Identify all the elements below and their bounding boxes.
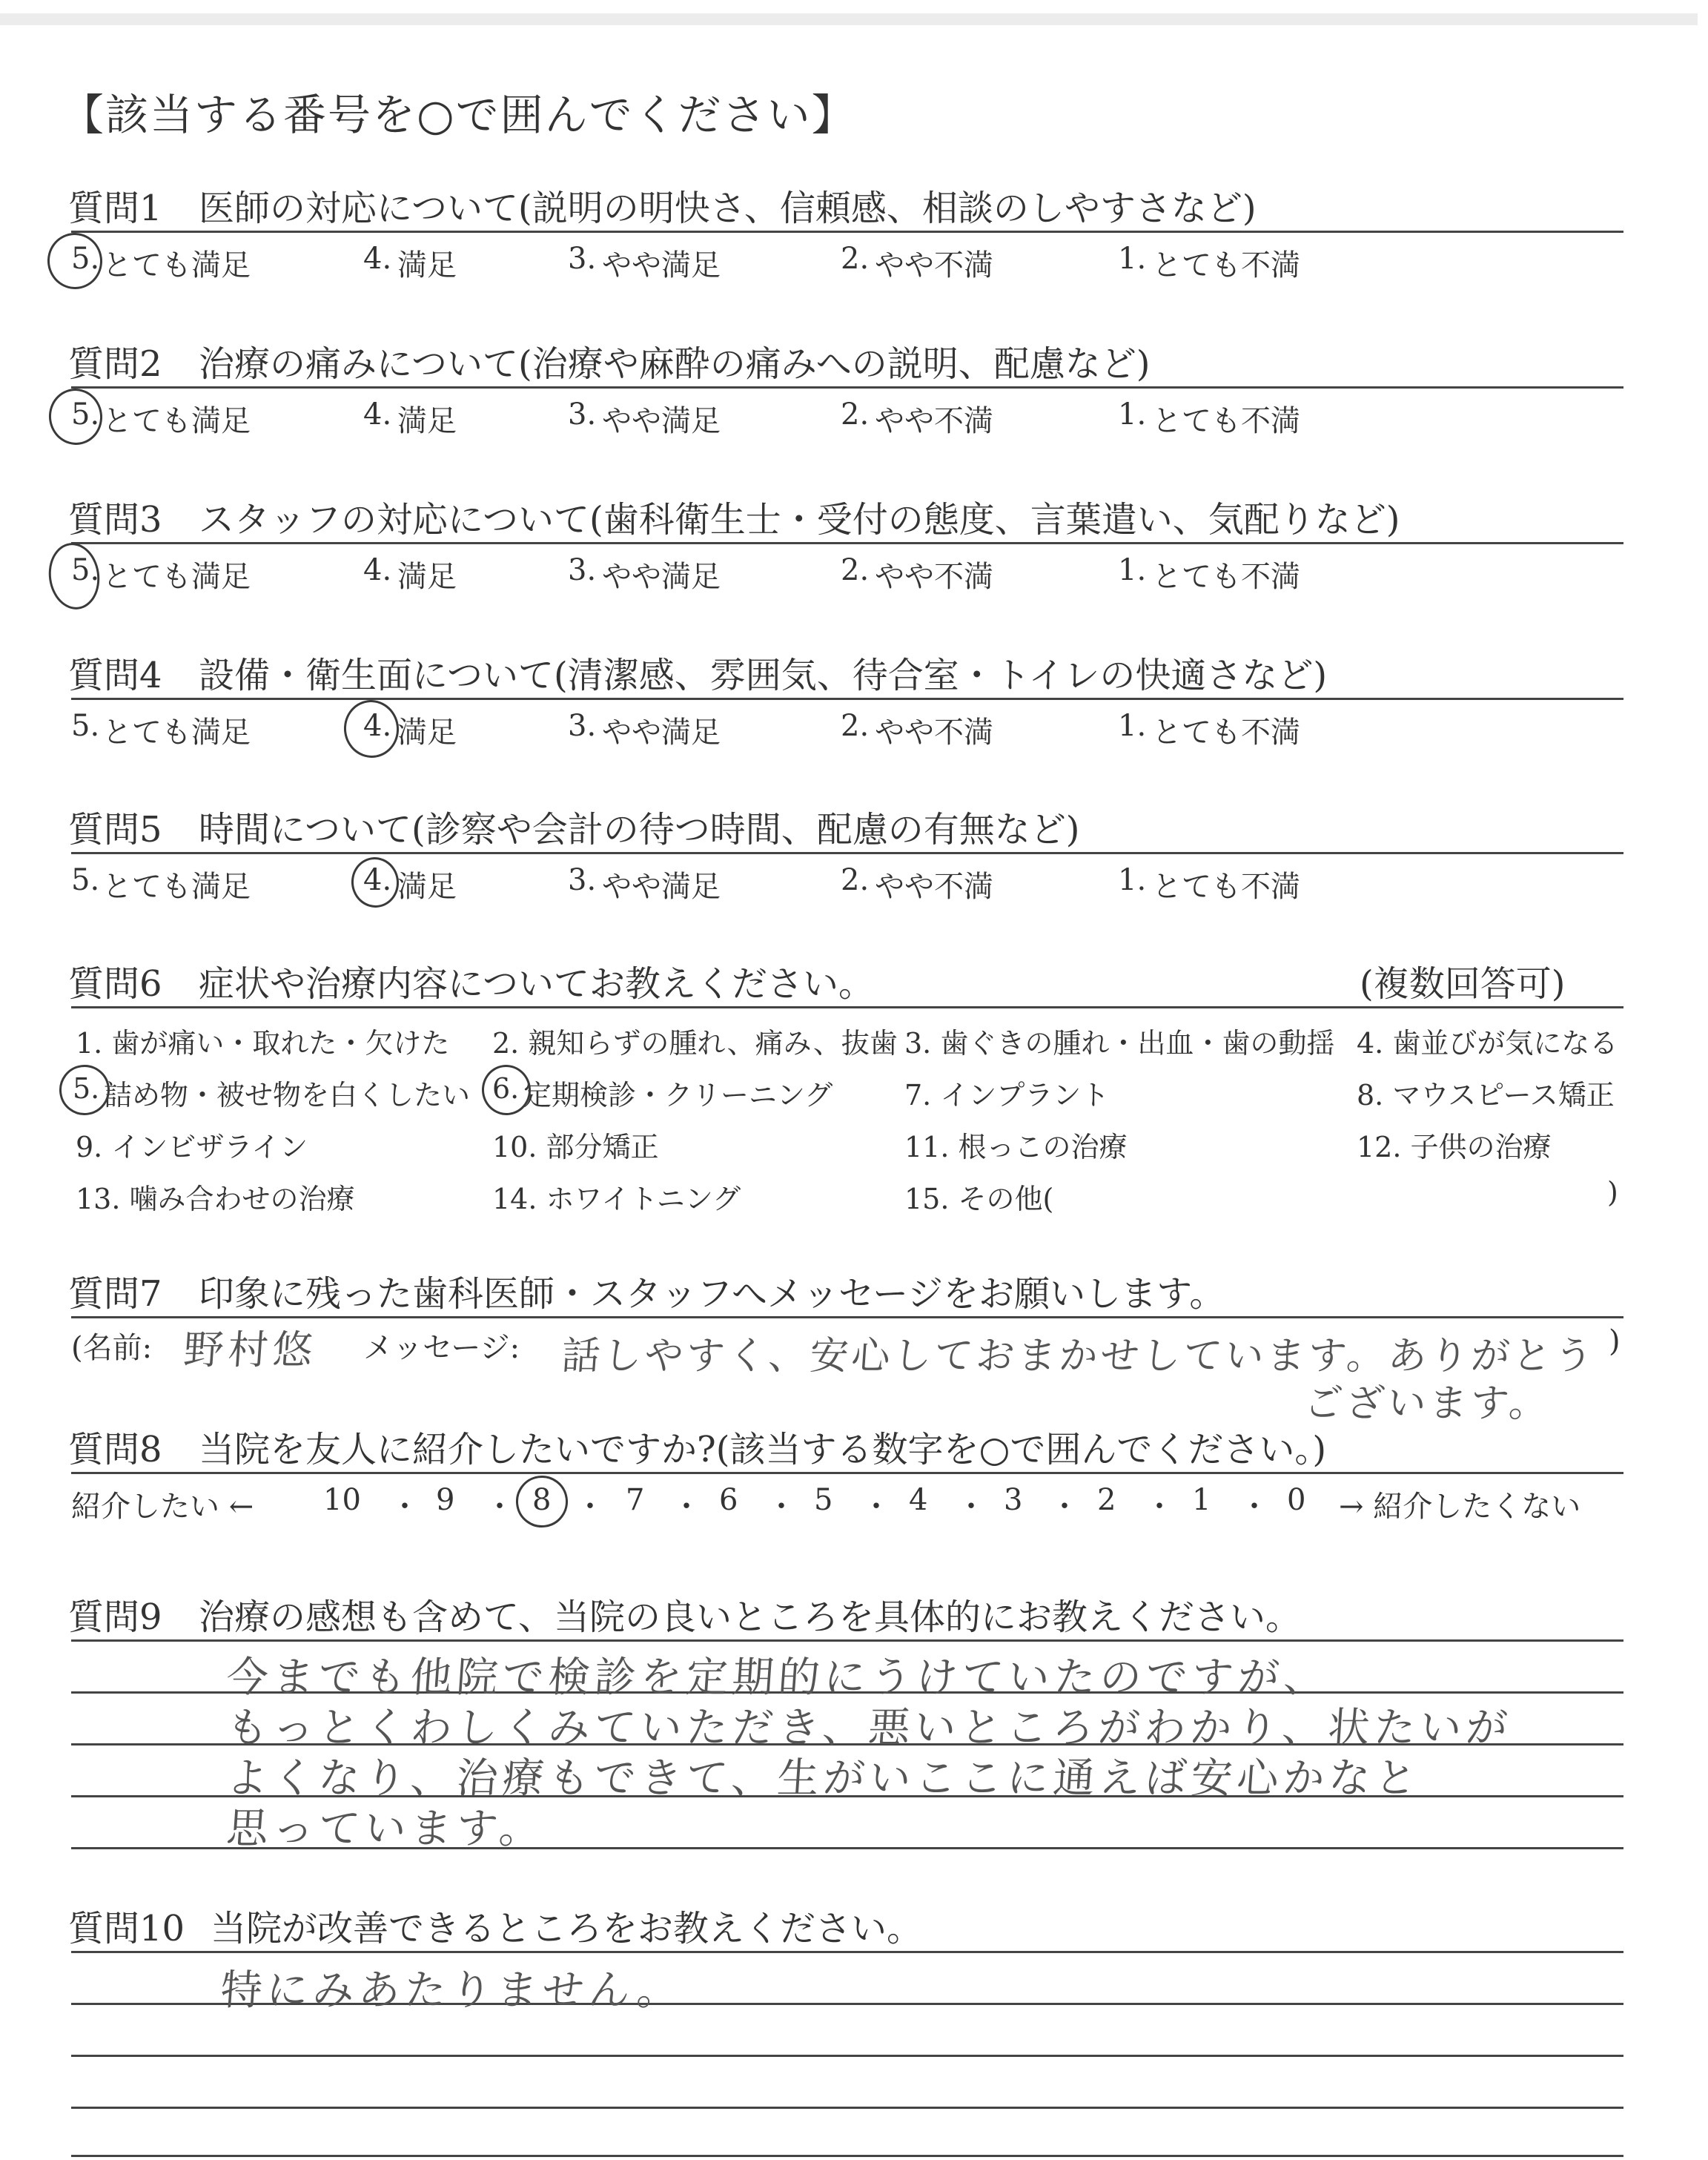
q2-opt4-label: 満足 bbox=[397, 404, 457, 438]
q3-opt2-label: やや不満 bbox=[875, 560, 993, 594]
q2-opt3-label: やや満足 bbox=[602, 404, 721, 438]
q5-opt4-label: 満足 bbox=[397, 870, 457, 904]
q6-option-4[interactable]: 4. 歯並びが気になる bbox=[1357, 1027, 1618, 1060]
q8-right-label: → 紹介したくない bbox=[1339, 1490, 1581, 1524]
q6-text: 症状や治療内容についてお教えください。 bbox=[199, 963, 875, 1005]
q6-option-5-label: 詰め物・被せ物を白くしたい bbox=[104, 1079, 471, 1112]
q4-opt3-label: やや満足 bbox=[602, 716, 721, 750]
q7-message-label: メッセージ: bbox=[363, 1331, 520, 1365]
q1-opt3-label: やや満足 bbox=[602, 248, 721, 283]
q6-option-10[interactable]: 10. 部分矯正 bbox=[492, 1131, 659, 1163]
q4-opt1-label: とても不満 bbox=[1152, 716, 1300, 750]
q3-opt3-label: やや満足 bbox=[602, 560, 721, 594]
q4-opt4-label: 満足 bbox=[397, 716, 457, 750]
q6-option-3[interactable]: 3. 歯ぐきの腫れ・出血・歯の動揺 bbox=[904, 1027, 1335, 1060]
q5-opt4-num[interactable]: 4. bbox=[363, 863, 392, 897]
q5-label: 質問5 bbox=[68, 809, 162, 851]
q6-option-7[interactable]: 7. インプラント bbox=[904, 1079, 1110, 1112]
q3-label: 質問3 bbox=[68, 499, 162, 541]
q5-opt5-num[interactable]: 5. bbox=[71, 863, 100, 897]
q6-multiple-note: (複数回答可) bbox=[1360, 963, 1566, 1005]
q8-scale-1[interactable]: 1 bbox=[1192, 1483, 1211, 1517]
q2-rule bbox=[71, 386, 1623, 389]
q1-label: 質問1 bbox=[68, 188, 162, 229]
q2-opt3-num[interactable]: 3. bbox=[568, 397, 597, 432]
q1-opt5-label: とても満足 bbox=[102, 248, 251, 283]
q8-text: 当院を友人に紹介したいですか?(該当する数字を○で囲んでください。) bbox=[199, 1429, 1327, 1470]
q6-option-1[interactable]: 1. 歯が痛い・取れた・欠けた bbox=[76, 1027, 450, 1060]
q4-rule bbox=[71, 698, 1623, 700]
q1-rule bbox=[71, 231, 1623, 233]
q7-name-handwritten[interactable]: 野村悠 bbox=[182, 1327, 319, 1373]
q3-rule bbox=[71, 542, 1623, 544]
q9-answer-line3[interactable]: よくなり、治療もできて、生がいここに通えば安心かなと bbox=[225, 1754, 1423, 1803]
q8-scale-8[interactable]: 8 bbox=[532, 1483, 552, 1517]
q4-selection-circle bbox=[340, 696, 403, 762]
q8-scale-3[interactable]: 3 bbox=[1004, 1483, 1023, 1517]
q4-opt2-num[interactable]: 2. bbox=[841, 709, 870, 743]
q7-close: ) bbox=[1609, 1324, 1621, 1358]
q3-text: スタッフの対応について(歯科衛生士・受付の態度、言葉遣い、気配りなど) bbox=[199, 499, 1400, 541]
q8-scale-2[interactable]: 2 bbox=[1097, 1483, 1116, 1517]
q2-opt1-label: とても不満 bbox=[1152, 404, 1300, 438]
q3-selection-circle bbox=[44, 540, 104, 613]
q10-rule-3 bbox=[71, 2055, 1623, 2057]
form-header: 【該当する番号を○で囲んでください】 bbox=[61, 90, 856, 140]
q5-rule bbox=[71, 852, 1623, 854]
q6-option-8[interactable]: 8. マウスピース矯正 bbox=[1357, 1079, 1615, 1112]
q6-option-2[interactable]: 2. 親知らずの腫れ、痛み、抜歯 bbox=[492, 1027, 898, 1060]
q8-scale-7[interactable]: 7 bbox=[626, 1483, 645, 1517]
q1-opt4-label: 満足 bbox=[397, 248, 457, 283]
q2-opt4-num[interactable]: 4. bbox=[363, 397, 392, 432]
q6-option-9[interactable]: 9. インビザライン bbox=[76, 1131, 308, 1163]
q2-opt2-label: やや不満 bbox=[875, 404, 993, 438]
q8-selection-circle bbox=[512, 1472, 571, 1530]
q1-opt5-num[interactable]: 5. bbox=[71, 242, 100, 276]
q8-scale-4[interactable]: 4 bbox=[909, 1483, 928, 1517]
q7-message-line1[interactable]: 話しやすく、安心しておまかせしています。ありがとう bbox=[560, 1334, 1598, 1378]
q6-option-6-label: 定期検診・クリーニング bbox=[523, 1079, 833, 1112]
q9-answer-line2[interactable]: もっとくわしくみていただき、悪いところがわかり、状たいが bbox=[225, 1704, 1514, 1752]
q8-scale-10[interactable]: 10 bbox=[323, 1483, 361, 1517]
q8-rule bbox=[71, 1472, 1623, 1474]
q9-rule-1 bbox=[71, 1639, 1623, 1642]
q7-label: 質問7 bbox=[68, 1273, 162, 1315]
q5-selection-circle bbox=[348, 854, 403, 911]
q1-opt2-label: やや不満 bbox=[875, 248, 993, 283]
q4-opt4-num[interactable]: 4. bbox=[363, 709, 392, 743]
q6-option-15-close: ) bbox=[1607, 1176, 1618, 1209]
q4-label: 質問4 bbox=[68, 655, 162, 696]
q10-rule-1 bbox=[71, 1951, 1623, 1953]
q6-option-5-num[interactable]: 5. bbox=[73, 1072, 100, 1105]
q8-scale-6[interactable]: 6 bbox=[719, 1483, 738, 1517]
q3-opt2-num[interactable]: 2. bbox=[841, 553, 870, 587]
q3-opt5-num[interactable]: 5. bbox=[71, 553, 100, 587]
q3-opt1-num[interactable]: 1. bbox=[1118, 553, 1147, 587]
q5-opt5-label: とても満足 bbox=[102, 870, 251, 904]
q3-opt3-num[interactable]: 3. bbox=[568, 553, 597, 587]
q7-name-label: (名前: bbox=[71, 1331, 153, 1365]
q3-opt5-label: とても満足 bbox=[102, 560, 251, 594]
q10-text: 当院が改善できるところをお教えください。 bbox=[211, 1908, 923, 1949]
q1-selection-circle bbox=[44, 229, 106, 293]
q6-option-13[interactable]: 13. 噛み合わせの治療 bbox=[76, 1183, 355, 1215]
q2-opt1-num[interactable]: 1. bbox=[1118, 397, 1147, 432]
q3-opt1-label: とても不満 bbox=[1152, 560, 1300, 594]
q10-rule-5 bbox=[71, 2155, 1623, 2157]
q5-opt2-label: やや不満 bbox=[875, 870, 993, 904]
q4-opt1-num[interactable]: 1. bbox=[1118, 709, 1147, 743]
q3-opt4-num[interactable]: 4. bbox=[363, 553, 392, 587]
q8-left-label: 紹介したい ← bbox=[71, 1490, 254, 1524]
q6-rule bbox=[71, 1006, 1623, 1008]
q2-opt2-num[interactable]: 2. bbox=[841, 397, 870, 432]
q5-opt2-num[interactable]: 2. bbox=[841, 863, 870, 897]
q7-text: 印象に残った歯科医師・スタッフへメッセージをお願いします。 bbox=[199, 1273, 1225, 1315]
q5-text: 時間について(診察や会計の待つ時間、配慮の有無など) bbox=[199, 809, 1080, 851]
q2-label: 質問2 bbox=[68, 343, 162, 385]
q6-option-14[interactable]: 14. ホワイトニング bbox=[492, 1183, 741, 1215]
q2-opt5-num[interactable]: 5. bbox=[71, 397, 100, 432]
q9-answer-line1[interactable]: 今までも他院で検診を定期的にうけていたのですが、 bbox=[225, 1654, 1331, 1702]
scan-top-edge bbox=[0, 13, 1698, 25]
q10-label: 質問10 bbox=[68, 1908, 185, 1949]
q9-text: 治療の感想も含めて、当院の良いところを具体的にお教えください。 bbox=[199, 1596, 1302, 1638]
q1-opt4-num[interactable]: 4. bbox=[363, 242, 392, 276]
q9-label: 質問9 bbox=[68, 1596, 162, 1638]
q4-opt5-label: とても満足 bbox=[102, 716, 251, 750]
q3-opt4-label: 満足 bbox=[397, 560, 457, 594]
q6-label: 質問6 bbox=[68, 963, 162, 1005]
q2-text: 治療の痛みについて(治療や麻酔の痛みへの説明、配慮など) bbox=[199, 343, 1151, 385]
q4-text: 設備・衛生面について(清潔感、雰囲気、待合室・トイレの快適さなど) bbox=[199, 655, 1328, 696]
q8-scale-0[interactable]: 0 bbox=[1287, 1483, 1306, 1517]
q10-rule-4 bbox=[71, 2107, 1623, 2109]
q5-opt1-label: とても不満 bbox=[1152, 870, 1300, 904]
q1-opt1-num[interactable]: 1. bbox=[1118, 242, 1147, 276]
q4-opt5-num[interactable]: 5. bbox=[71, 709, 100, 743]
q6-option-6-num[interactable]: 6. bbox=[492, 1072, 520, 1105]
q6-option-11[interactable]: 11. 根っこの治療 bbox=[904, 1131, 1128, 1163]
q5-opt3-label: やや満足 bbox=[602, 870, 721, 904]
q1-opt2-num[interactable]: 2. bbox=[841, 242, 870, 276]
q4-opt2-label: やや不満 bbox=[875, 716, 993, 750]
q10-answer-line1[interactable]: 特にみあたりません。 bbox=[219, 1966, 685, 2015]
q5-opt3-num[interactable]: 3. bbox=[568, 863, 597, 897]
q6-option-15[interactable]: 15. その他( bbox=[904, 1183, 1054, 1215]
q2-opt5-label: とても満足 bbox=[102, 404, 251, 438]
q8-scale-9[interactable]: 9 bbox=[436, 1483, 455, 1517]
q2-selection-circle bbox=[45, 385, 106, 448]
q1-text: 医師の対応について(説明の明快さ、信頼感、相談のしやすさなど) bbox=[199, 188, 1257, 229]
q8-scale-5[interactable]: 5 bbox=[814, 1483, 833, 1517]
q1-opt1-label: とても不満 bbox=[1152, 248, 1300, 283]
q1-opt3-num[interactable]: 3. bbox=[568, 242, 597, 276]
q5-opt1-num[interactable]: 1. bbox=[1118, 863, 1147, 897]
q9-answer-line4[interactable]: 思っています。 bbox=[225, 1805, 547, 1853]
q8-label: 質問8 bbox=[68, 1429, 162, 1470]
q4-opt3-num[interactable]: 3. bbox=[568, 709, 597, 743]
q7-message-line2[interactable]: ございます。 bbox=[1302, 1381, 1552, 1426]
q6-option-12[interactable]: 12. 子供の治療 bbox=[1357, 1131, 1552, 1163]
